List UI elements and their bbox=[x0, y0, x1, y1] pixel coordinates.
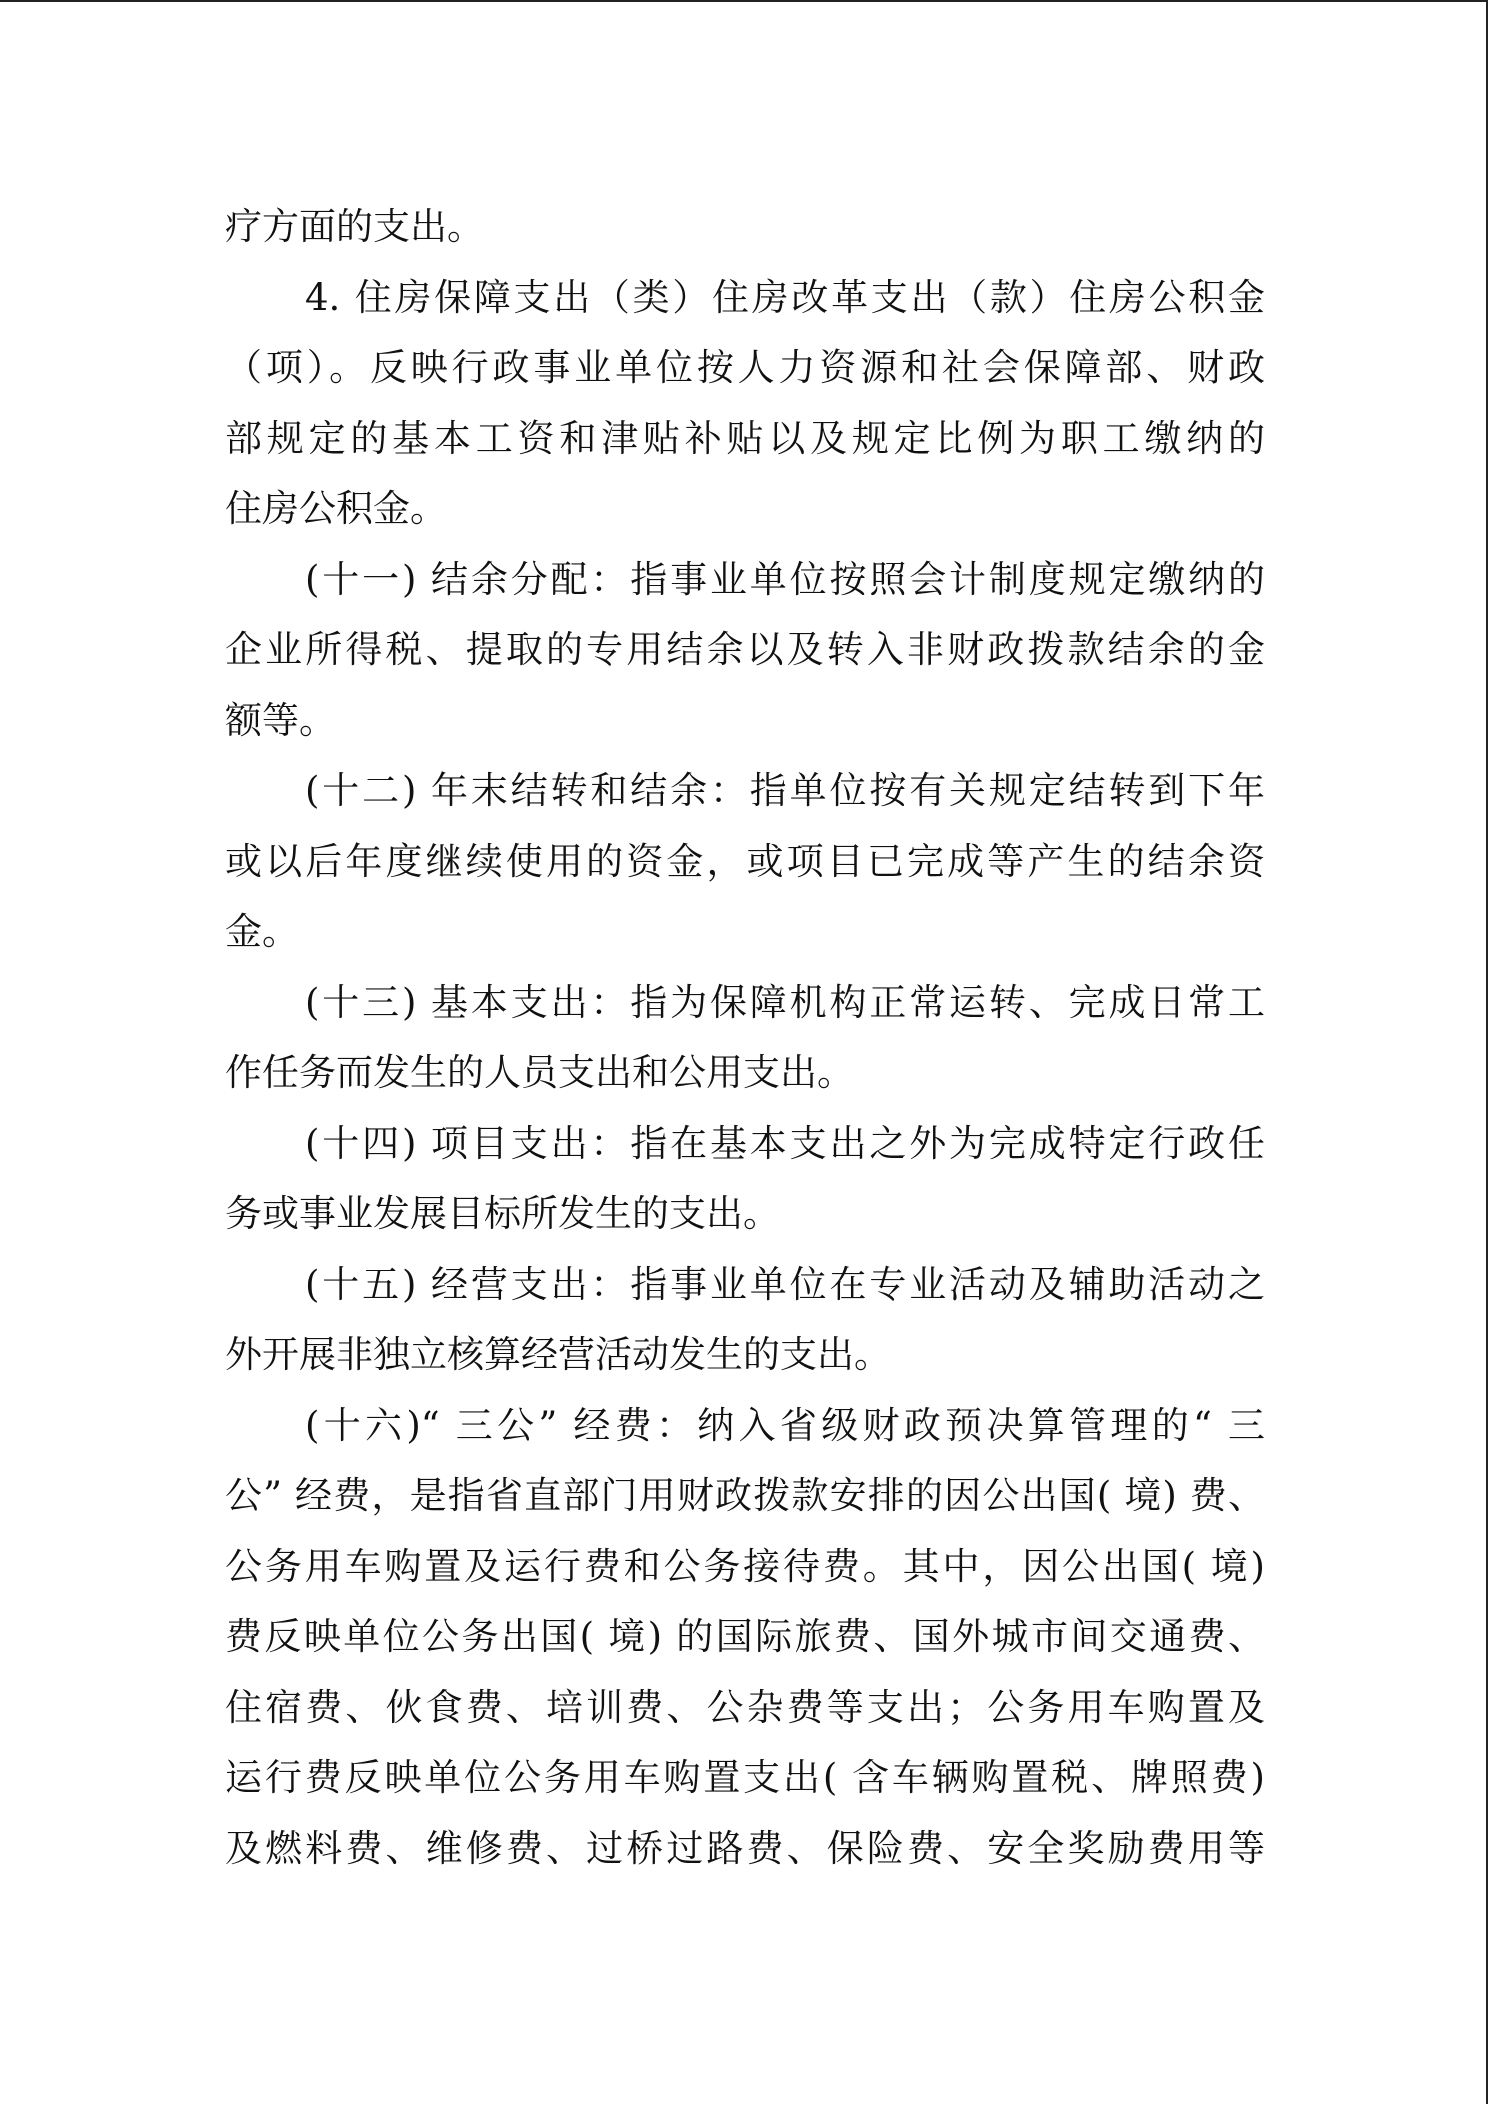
text-line: (十二) 年末结转和结余：指单位按有关规定结转到下年 bbox=[305, 769, 1265, 812]
text-line: 作任务而发生的人员支出和公用支出。 bbox=[225, 1051, 854, 1094]
text-line: 额等。 bbox=[225, 698, 336, 742]
text-line: 疗方面的支出。 bbox=[225, 205, 484, 248]
text-line: 企业所得税、提取的专用结余以及转入非财政拨款结余的金 bbox=[225, 628, 1265, 671]
text-line: (十五) 经营支出：指事业单位在专业活动及辅助活动之 bbox=[305, 1262, 1265, 1306]
text-line: 运行费反映单位公务用车购置支出( 含车辆购置税、牌照费) bbox=[225, 1756, 1265, 1799]
text-line: 务或事业发展目标所发生的支出。 bbox=[225, 1192, 780, 1235]
text-line: 外开展非独立核算经营活动发生的支出。 bbox=[225, 1333, 891, 1376]
document-body bbox=[225, 192, 1265, 1884]
text-line: 费反映单位公务出国( 境) 的国际旅费、国外城市间交通费、 bbox=[225, 1615, 1265, 1658]
text-line: 4. 住房保障支出（类）住房改革支出（款）住房公积金 bbox=[305, 275, 1265, 319]
text-line: 或以后年度继续使用的资金，或项目已完成等产生的结余资 bbox=[225, 839, 1265, 883]
text-line: 部规定的基本工资和津贴补贴以及规定比例为职工缴纳的 bbox=[225, 416, 1265, 460]
text-line: 公务用车购置及运行费和公务接待费。其中，因公出国( 境) bbox=[225, 1544, 1265, 1588]
text-line: 公” 经费，是指省直部门用财政拨款安排的因公出国( 境) 费、 bbox=[225, 1474, 1265, 1517]
text-line: （项）。反映行政事业单位按人力资源和社会保障部、财政 bbox=[225, 346, 1265, 389]
text-line: (十三) 基本支出：指为保障机构正常运转、完成日常工 bbox=[305, 980, 1265, 1024]
text-line: 住房公积金。 bbox=[225, 487, 447, 530]
text-line: (十四) 项目支出：指在基本支出之外为完成特定行政任 bbox=[305, 1121, 1265, 1165]
text-line: 及燃料费、维修费、过桥过路费、保险费、安全奖励费用等 bbox=[225, 1826, 1265, 1870]
text-line: (十一) 结余分配：指事业单位按照会计制度规定缴纳的 bbox=[305, 557, 1265, 601]
text-line: 住宿费、伙食费、培训费、公杂费等支出；公务用车购置及 bbox=[225, 1685, 1265, 1729]
text-line: (十六)“ 三公” 经费：纳入省级财政预决算管理的“ 三 bbox=[305, 1403, 1265, 1447]
text-line: 金。 bbox=[225, 910, 299, 953]
